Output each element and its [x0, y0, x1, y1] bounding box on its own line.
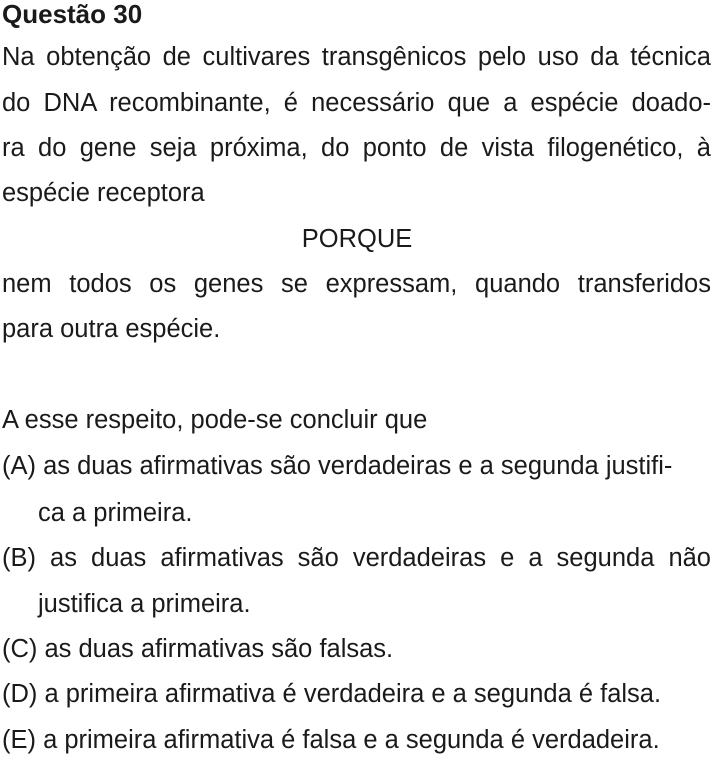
statement-line: espécie receptora: [2, 179, 205, 207]
option-d: (D) a primeira afirmativa é verdadeira e a segunda é falsa.: [2, 680, 662, 708]
option-b: (B) as duas afirmativas são verdadeiras e a segunda não: [2, 544, 711, 572]
reason-line: nem todos os genes se expressam, quando transferidos: [2, 270, 711, 298]
connector-porque: PORQUE: [301, 225, 413, 253]
question-title: Questão 30: [2, 0, 143, 29]
statement-line: ra do gene seja próxima, do ponto de vista filogenético, à: [2, 134, 711, 162]
statement-line: Na obtenção de cultivares transgênicos pelo uso da técnica: [2, 43, 711, 71]
option-a: (A) as duas afirmativas são verdadeiras e a segunda justifi-: [2, 452, 673, 480]
option-a-continuation: ca a primeira.: [38, 499, 193, 527]
option-b-continuation: justifica a primeira.: [38, 590, 251, 618]
reason-line: para outra espécie.: [2, 315, 221, 343]
question-prompt: A esse respeito, pode-se concluir que: [2, 406, 428, 434]
statement-line: do DNA recombinante, é necessário que a espécie doado-: [2, 89, 711, 117]
option-c: (C) as duas afirmativas são falsas.: [2, 635, 394, 663]
option-e: (E) a primeira afirmativa é falsa e a segunda é verdadeira.: [2, 726, 660, 754]
